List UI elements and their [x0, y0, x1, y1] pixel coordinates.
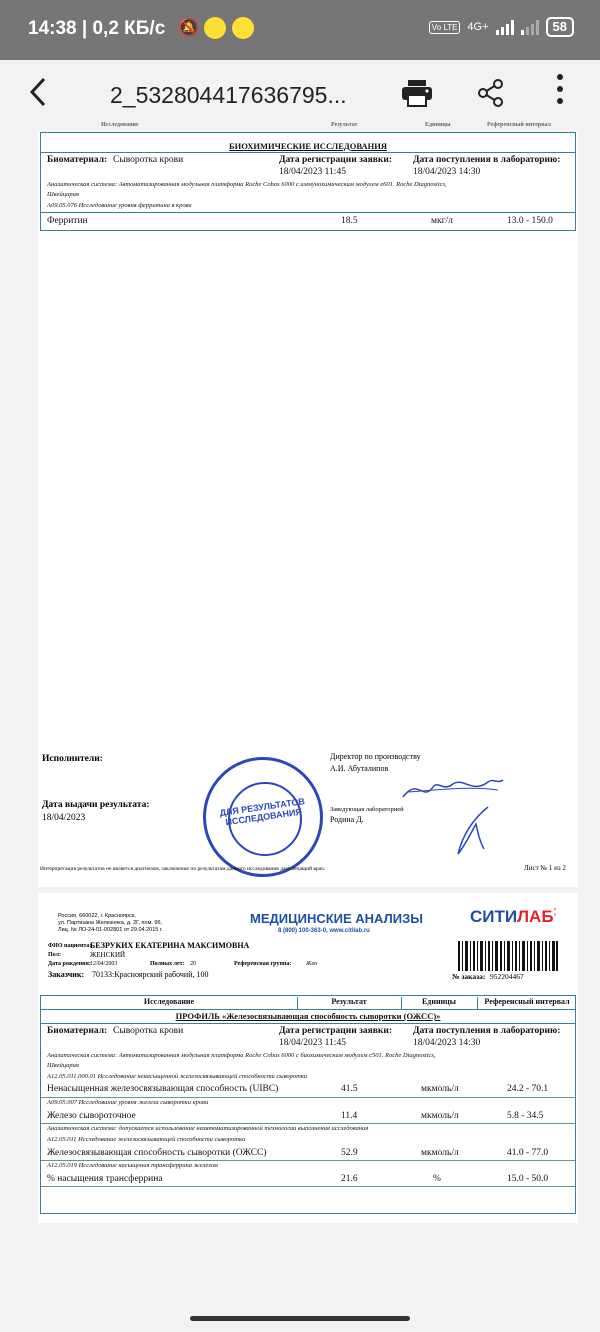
table-row [41, 1172, 575, 1187]
address-line: ул. Партизана Железняка, д. 2Г, пом. 96, [58, 920, 163, 926]
test-reference: 13.0 - 150.0 [507, 216, 553, 226]
test-name: Ненасыщенная железосвязывающая способность (UIBC) [47, 1084, 279, 1094]
iron-profile-table [40, 995, 576, 1214]
dob-value: 12/04/2003 [90, 961, 118, 967]
snapchat-icon [204, 17, 226, 39]
dob-label: Дата рождения: [48, 961, 91, 967]
refgroup-value: Жен [306, 961, 318, 967]
brand-title: МЕДИЦИНСКИЕ АНАЛИЗЫ [250, 911, 423, 926]
registration-date: 18/04/2023 11:45 [279, 167, 346, 177]
header-cell: Результат [331, 997, 367, 1006]
test-unit: мкг/л [431, 216, 453, 226]
lab-arrival-date: 18/04/2023 14:30 [413, 1038, 481, 1048]
document-title: 2_532804417636795... [110, 82, 347, 108]
header-cell: Референсный интервал [487, 122, 551, 128]
share-icon [476, 78, 506, 108]
document-page-1 [38, 122, 578, 887]
document-page-2 [38, 893, 578, 1223]
sex-label: Пол: [48, 952, 61, 958]
license-line: Лиц. № ЛО-24-01-002801 от 29.04.2015 г. [58, 927, 163, 933]
registration-label: Дата регистрации заявки: [279, 1026, 393, 1036]
order-barcode [458, 941, 558, 971]
test-reference: 24.2 - 70.1 [507, 1084, 549, 1094]
table-row [41, 1083, 575, 1098]
table-row [41, 212, 575, 230]
test-reference: 15.0 - 50.0 [507, 1174, 549, 1184]
section-title: БИОХИМИЧЕСКИЕ ИССЛЕДОВАНИЯ [229, 141, 387, 151]
print-button[interactable] [400, 78, 434, 113]
table-header-cut [41, 122, 575, 133]
sex-value: ЖЕНСКИЙ [90, 951, 126, 959]
issue-date: 18/04/2023 [42, 813, 86, 823]
test-code: A12.05.011 Исследование железосвязывающей способности сыворотки [47, 1136, 246, 1143]
head-name: Родина Д. [330, 815, 364, 824]
biomaterial-value: Сыворотка крови [113, 155, 184, 165]
biochem-table [40, 122, 576, 231]
order-number: 952204467 [490, 972, 524, 981]
test-name: Железосвязывающая способность сыворотки (ОЖСС) [47, 1148, 267, 1158]
muted-bell-icon: 🔕 [178, 18, 200, 37]
analytic-system: Аналитическая система: Автоматизированная модульная платформа Roche Cobas 6000 с биохимическим модулем c501. Roche Diagnostics, [47, 1052, 436, 1059]
status-time: 14:38 | 0,2 КБ/с [28, 18, 166, 39]
header-cell: Единицы [421, 997, 457, 1006]
age-label: Полных лет: [150, 961, 185, 967]
test-name: Железо сывороточное [47, 1111, 136, 1121]
test-reference: 41.0 - 77.0 [507, 1148, 549, 1158]
test-reference: 5.8 - 34.5 [507, 1111, 544, 1121]
test-code: A09.05.007 Исследование уровня железа сыворотки крови [47, 1099, 209, 1106]
lab-arrival-date: 18/04/2023 14:30 [413, 167, 481, 177]
volte-icon: Vo LTE [429, 21, 461, 34]
share-button[interactable] [476, 78, 506, 113]
header-cell: Результат [331, 122, 358, 128]
header-cell: Единицы [425, 122, 451, 128]
test-unit: мкмоль/л [421, 1111, 459, 1121]
status-icons [429, 17, 574, 37]
analytic-system-country: Швейцария [47, 1062, 79, 1069]
test-value: 41.5 [341, 1084, 358, 1094]
test-name: Ферритин [47, 216, 88, 226]
status-bar [0, 0, 600, 60]
signal-icon [496, 19, 514, 35]
lab-arrival-label: Дата поступления в лабораторию: [413, 1026, 561, 1036]
header-cell: Референсный интервал [484, 997, 570, 1006]
customer-label: Заказчик: [48, 970, 85, 979]
analytic-system-country: Швейцария [47, 191, 79, 198]
biomaterial-value: Сыворотка крови [113, 1026, 184, 1036]
lab-stamp [203, 757, 323, 877]
head-signature [448, 804, 498, 859]
customer-value: 70133:Красноярский рабочий, 100 [92, 970, 209, 979]
test-unit: мкмоль/л [421, 1084, 459, 1094]
issue-date-label: Дата выдачи результата: [42, 800, 150, 810]
citilab-logo: СИТИЛАБ⁚ [470, 907, 557, 926]
table-row [41, 1109, 575, 1124]
header-cell: Исследование [101, 122, 139, 128]
address-line: Россия, 660022, г. Красноярск, [58, 913, 136, 919]
test-value: 52.9 [341, 1148, 358, 1158]
print-icon [400, 78, 434, 108]
table-row [41, 1146, 575, 1161]
order-label: № заказа: [452, 972, 486, 981]
network-type: 4G+ [467, 21, 489, 33]
test-unit: мкмоль/л [421, 1148, 459, 1158]
back-arrow-icon [28, 76, 48, 108]
gesture-navigation-bar[interactable] [190, 1316, 410, 1321]
test-name: % насыщения трансферрина [47, 1174, 163, 1184]
director-role: Директор по производству [330, 752, 421, 761]
biomaterial-label: Биоматериал: [47, 155, 108, 165]
logo-part: СИТИ [470, 907, 518, 926]
test-value: 21.6 [341, 1174, 358, 1184]
header-cell: Исследование [143, 997, 195, 1006]
snapchat-icon [232, 17, 254, 39]
patient-name: БЕЗРУКИХ ЕКАТЕРИНА МАКСИМОВНА [90, 941, 250, 950]
performers-label: Исполнители: [42, 754, 103, 764]
director-signature [398, 772, 508, 807]
registration-date: 18/04/2023 11:45 [279, 1038, 346, 1048]
logo-part: ЛАБ [517, 907, 554, 926]
director-name: А.И. Абуталипов [330, 764, 389, 773]
profile-title: ПРОФИЛЬ «Железосвязывающая способность сыворотки (ОЖСС)» [175, 1011, 441, 1021]
age-value: 20 [190, 961, 196, 967]
test-code: A12.05.011.000.01 Исследование ненасыщенной железосвязывающей способности сыворотки [47, 1073, 308, 1080]
analytic-system-manual: Аналитическая система: допускается использование неавтоматизированной технологии выполнения исследования [47, 1125, 369, 1132]
table-header [41, 995, 575, 1010]
analytic-system: Аналитическая система: Автоматизированная модульная платформа Roche Cobas 6000 с иммунохимическим модулем e601. Roche Diagnostics, [47, 181, 447, 188]
test-value: 11.4 [341, 1111, 358, 1121]
registration-label: Дата регистрации заявки: [279, 155, 393, 165]
signal-2-icon [521, 19, 539, 35]
brand-phone: 8 (800) 100-363-0, www.citilab.ru [278, 928, 370, 934]
lab-arrival-label: Дата поступления в лабораторию: [413, 155, 561, 165]
patient-label: ФИО пациента: [48, 943, 92, 949]
biomaterial-label: Биоматериал: [47, 1026, 108, 1036]
refgroup-label: Референсная группа: [234, 961, 292, 967]
battery-icon: 58 [546, 17, 574, 37]
test-code: A12.05.019 Исследование насыщения трансферрина железом [47, 1162, 218, 1169]
test-unit: % [433, 1174, 441, 1184]
back-button[interactable] [28, 76, 48, 115]
test-code: A09.05.076 Исследование уровня ферритина в крови [47, 202, 192, 209]
test-value: 18.5 [341, 216, 358, 226]
head-role: Заведующая лабораторией [330, 806, 404, 813]
footer-note: Интерпретация результатов не является диагнозом, заключение по результатам данного исследования дает лечащий врач. [40, 866, 326, 872]
sheet-number: Лист № 1 из 2 [524, 864, 566, 872]
more-options-button[interactable] [556, 74, 564, 110]
stamp-text: ДЛЯ РЕЗУЛЬТАТОВ ИССЛЕДОВАНИЯ [219, 796, 306, 828]
